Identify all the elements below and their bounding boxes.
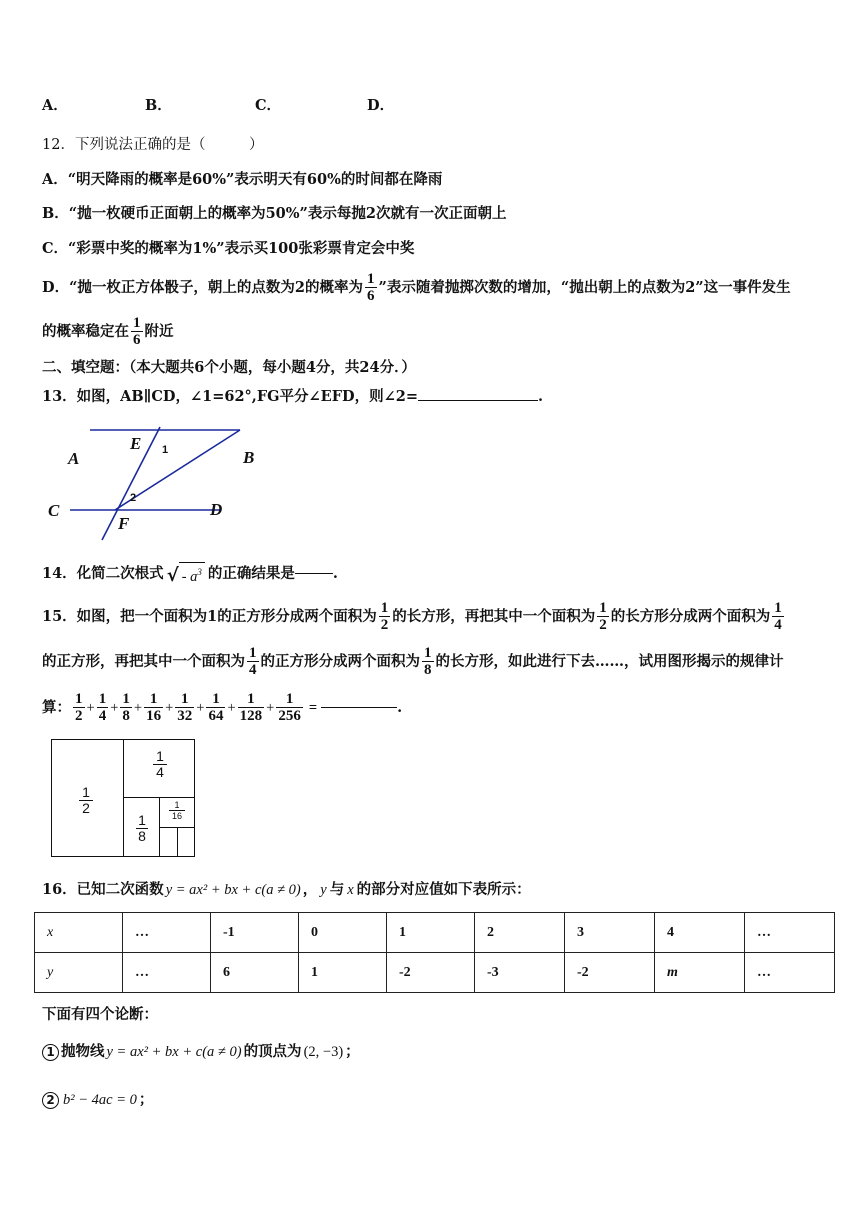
table-cell: m <box>655 953 745 993</box>
sum-term-fraction <box>73 691 85 724</box>
value-table-body <box>35 913 835 993</box>
q14-prefix: 14．化简二次根式 <box>42 564 164 582</box>
plus-sign: + <box>227 699 236 716</box>
frac-num: 1 <box>156 748 164 764</box>
plus-sign: + <box>86 699 95 716</box>
frac-den: 32 <box>177 708 193 724</box>
frac-den: 256 <box>278 708 301 724</box>
plus-sign: + <box>165 699 174 716</box>
frac-num: 1 <box>181 691 189 707</box>
option-a: A． <box>42 97 68 114</box>
label-d: D <box>210 500 223 519</box>
sum-term-fraction <box>238 691 265 724</box>
sum-term-fraction <box>175 691 194 724</box>
q16-statement-2 <box>42 1091 153 1109</box>
plus-sign: + <box>133 699 143 716</box>
plus-sign: + <box>266 699 275 716</box>
q12-option-d-line2 <box>42 315 174 348</box>
q15-l2-b: 的正方形分成两个面积为 <box>260 652 420 670</box>
frac-num: 1 <box>249 645 257 661</box>
q14-text <box>42 562 338 586</box>
frac-den: 4 <box>249 662 257 678</box>
q12-d-line2-text1: 的概率稳定在 <box>42 322 129 340</box>
frac-num: 1 <box>424 645 432 661</box>
fraction-quarter <box>247 645 259 678</box>
value-table <box>34 912 835 993</box>
sum-term-fraction <box>120 691 132 724</box>
frac-num: 1 <box>212 691 220 707</box>
q15-l3-a: 算： <box>42 698 71 716</box>
q16-suffix: 的部分对应值如下表所示： <box>356 881 531 898</box>
frac-den: 64 <box>208 708 224 724</box>
table-cell: … <box>745 913 835 953</box>
sqrt-symbol: √ <box>166 564 179 586</box>
fraction-half <box>379 600 391 633</box>
equals-sign: = <box>308 699 318 716</box>
option-c: C． <box>255 97 282 114</box>
sum-term-fraction <box>97 691 109 724</box>
q12-d-text1: D．“抛一枚正方体骰子，朝上的点数为2的概率为 <box>42 278 364 296</box>
table-cell: 1 <box>387 913 475 953</box>
frac-num: 1 <box>599 600 607 616</box>
table-cell: 2 <box>475 913 565 953</box>
q16-prefix: 16．已知二次函数 <box>42 881 164 898</box>
q13-answer-blank[interactable] <box>418 400 538 401</box>
q15-line3 <box>42 691 402 724</box>
q14-answer-blank[interactable] <box>295 573 333 574</box>
frac-den: 2 <box>380 617 389 633</box>
q15-line1 <box>42 600 786 633</box>
q16-statement-1 <box>42 1043 360 1061</box>
frac-den: 8 <box>424 662 432 678</box>
q12-d-line2-text2: 附近 <box>144 322 174 340</box>
plus-sign: + <box>196 699 205 716</box>
label-eighth <box>129 813 155 844</box>
q13-stem: 13．如图，AB∥CD，∠1=62°,FG平分∠EFD，则∠2= <box>42 388 418 405</box>
q13-figure <box>40 425 270 545</box>
frac-num: 1 <box>133 315 141 331</box>
q14-suffix: 的正确结果是 <box>207 564 295 582</box>
frac-den: 8 <box>122 708 130 724</box>
frac-num: 1 <box>174 800 180 810</box>
thirty-second-split <box>177 827 195 857</box>
q16-comma: ， <box>302 881 318 898</box>
option-d: D． <box>367 97 395 114</box>
table-cell: 0 <box>299 913 387 953</box>
table-cell: -2 <box>565 953 655 993</box>
var-x: x <box>347 882 354 898</box>
q13-text <box>42 388 543 406</box>
frac-num: 1 <box>98 691 107 707</box>
q14-end: . <box>332 564 338 582</box>
s1-function: y = ax² + bx + c(a ≠ 0) <box>106 1044 242 1060</box>
label-half <box>71 785 101 816</box>
table-header-cell: x <box>35 913 123 953</box>
label-a: A <box>68 449 80 468</box>
q12-option-a: A．“明天降雨的概率是60%”表示明天有60%的时间都在降雨 <box>42 171 443 188</box>
frac-den: 16 <box>146 708 162 724</box>
frac-den: 8 <box>136 828 148 844</box>
fraction-half <box>597 600 609 633</box>
q12-d-text2: ”表示随着抛掷次数的增加，“抛出朝上的点数为2”这一事件发生 <box>378 278 791 296</box>
label-angle-2: 2 <box>130 492 137 504</box>
table-cell: … <box>123 953 211 993</box>
table-cell: 3 <box>565 913 655 953</box>
q15-l1-b: 的长方形，再把其中一个面积为 <box>392 607 596 625</box>
q15-l1-a: 15．如图，把一个面积为1的正方形分成两个面积为 <box>42 607 377 625</box>
s2-expression: b² − 4ac = 0 <box>63 1092 137 1108</box>
q12-stem: 12．下列说法正确的是（ ） <box>42 137 264 153</box>
q12-option-c: C．“彩票中奖的概率为1%”表示买100张彩票肯定会中奖 <box>42 240 415 257</box>
table-row-y <box>35 953 835 993</box>
q14-radical <box>167 562 205 586</box>
q16-and: 与 <box>329 881 345 898</box>
table-cell: … <box>123 913 211 953</box>
frac-num: 1 <box>149 691 158 707</box>
frac-num: 1 <box>122 691 130 707</box>
sqrt-radicand <box>179 562 205 586</box>
frac-den: 4 <box>153 764 167 780</box>
q16-following: 下面有四个论断： <box>42 1006 158 1023</box>
q15-line2 <box>42 645 784 678</box>
frac-den: 16 <box>169 810 185 821</box>
sum-term-fraction <box>206 691 225 724</box>
frac-num: 1 <box>75 691 83 707</box>
table-cell: 1 <box>299 953 387 993</box>
var-y: y <box>320 882 327 898</box>
frac-den: 2 <box>75 708 83 724</box>
radicand-exponent: 3 <box>197 567 202 577</box>
option-b: B． <box>145 97 172 114</box>
s1-end: ； <box>345 1043 360 1060</box>
q13-end: . <box>537 388 544 405</box>
table-cell: -1 <box>211 913 299 953</box>
sum-term-fraction <box>144 691 163 724</box>
label-c: C <box>48 501 60 520</box>
q15-l1-c: 的长方形分成两个面积为 <box>610 607 771 625</box>
frac-num: 1 <box>247 691 255 707</box>
q15-square-figure <box>51 739 195 857</box>
table-header-cell: y <box>35 953 123 993</box>
frac-num: 1 <box>138 812 146 828</box>
frac-num: 1 <box>380 600 389 616</box>
s1-text-a: 抛物线 <box>61 1043 105 1060</box>
q12-option-d <box>42 271 791 304</box>
circled-number-1: 1 <box>42 1044 59 1061</box>
table-cell: 6 <box>211 953 299 993</box>
q15-end: . <box>397 698 403 716</box>
circled-number-2: 2 <box>42 1092 59 1109</box>
q12-d-line2-fraction <box>131 315 143 348</box>
table-cell: -3 <box>475 953 565 993</box>
fraction-eighth <box>422 645 434 678</box>
q15-sum-expression <box>71 691 305 724</box>
frac-num: 1 <box>82 784 90 800</box>
s2-end: ； <box>138 1091 154 1108</box>
frac-den: 2 <box>599 617 607 633</box>
radicand-text: - a <box>181 568 198 585</box>
fraction-quarter <box>772 600 784 633</box>
frac-den: 6 <box>133 332 141 348</box>
q15-l2-a: 的正方形，再把其中一个面积为 <box>42 652 245 670</box>
label-b: B <box>243 448 255 467</box>
table-cell: 4 <box>655 913 745 953</box>
label-quarter <box>145 749 175 780</box>
frac-den: 2 <box>79 800 93 816</box>
q15-answer-blank[interactable] <box>321 707 397 708</box>
frac-num: 1 <box>285 691 294 707</box>
frac-num: 1 <box>774 600 782 616</box>
table-cell: -2 <box>387 953 475 993</box>
sum-term-fraction <box>276 691 303 724</box>
frac-den: 128 <box>239 708 263 724</box>
table-cell: … <box>745 953 835 993</box>
frac-num: 1 <box>367 271 375 287</box>
table-row-x <box>35 913 835 953</box>
label-e: E <box>130 434 142 453</box>
q12-d-fraction <box>365 271 377 304</box>
q12-option-b: B．“抛一枚硬币正面朝上的概率为50%”表示每抛2次就有一次正面朝上 <box>42 205 507 222</box>
frac-den: 4 <box>774 617 782 633</box>
label-f: F <box>118 514 130 533</box>
frac-den: 4 <box>98 708 107 724</box>
q15-l2-c: 的长方形，如此进行下去……，试用图形揭示的规律计 <box>435 652 784 670</box>
label-sixteenth <box>161 800 193 821</box>
label-angle-1: 1 <box>162 444 169 456</box>
s1-vertex: (2, −3) <box>303 1044 344 1060</box>
plus-sign: + <box>110 699 119 716</box>
q16-function: y = ax² + bx + c(a ≠ 0) <box>165 882 301 898</box>
section-heading: 二、填空题：（本大题共6个小题，每小题4分，共24分．） <box>42 359 416 376</box>
q16-stem <box>42 881 531 899</box>
frac-den: 6 <box>367 288 375 304</box>
s1-text-b: 的顶点为 <box>243 1043 302 1060</box>
